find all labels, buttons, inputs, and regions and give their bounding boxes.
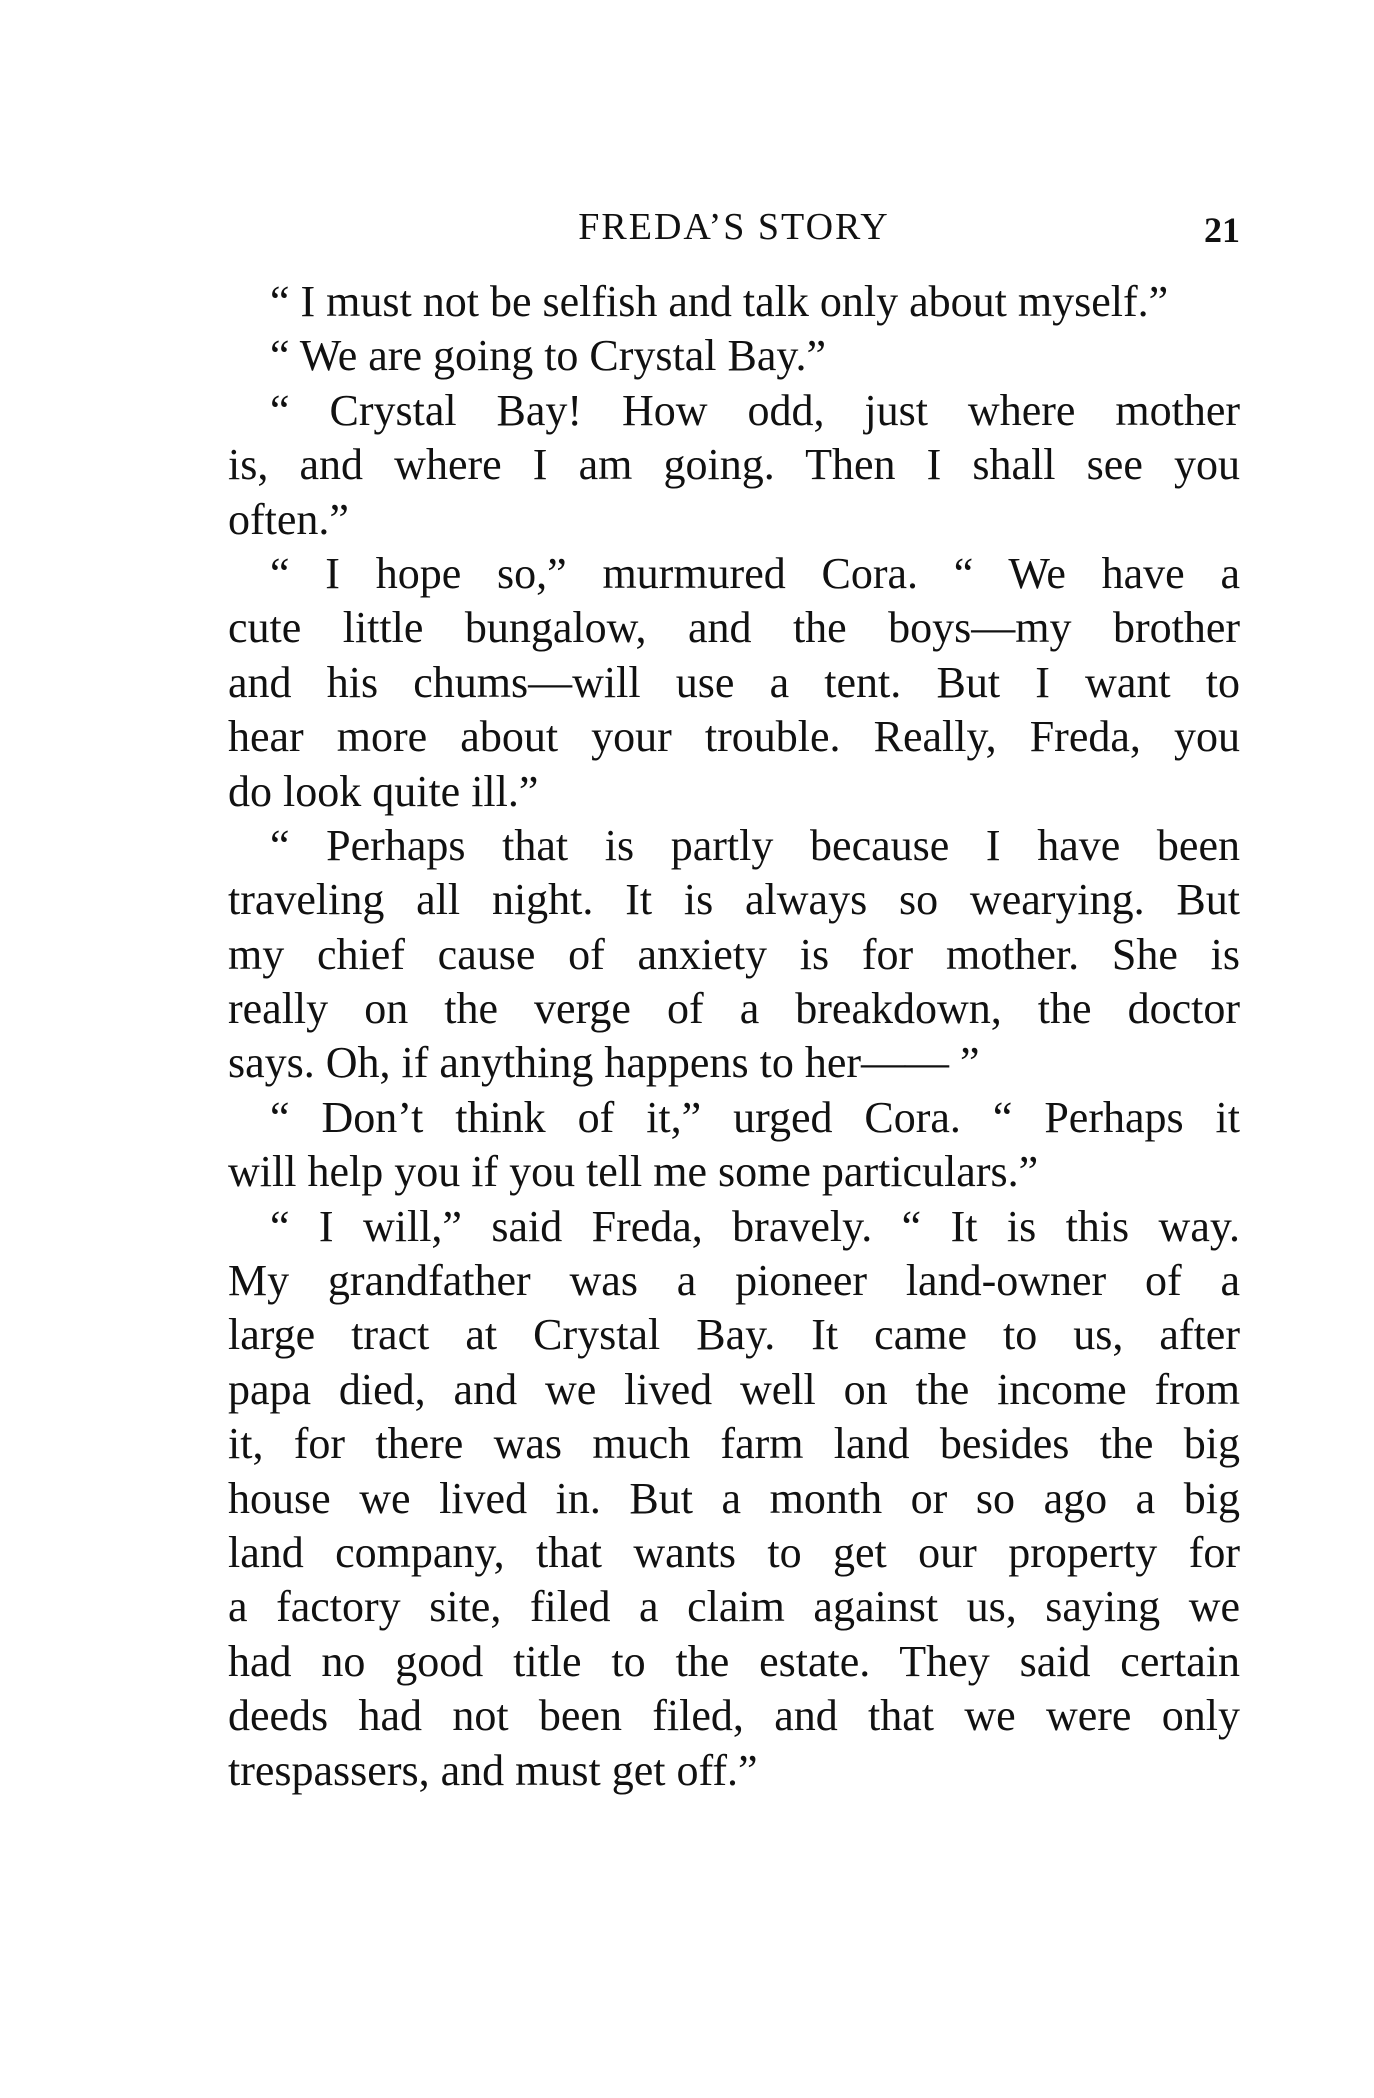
text-line: is, and where I am going. Then I shall see you	[228, 440, 1240, 490]
text-line: “ Crystal Bay! How odd, just where mother	[270, 385, 1240, 435]
text-line: and his chums—will use a tent. But I want to	[228, 657, 1240, 707]
text-line: my chief cause of anxiety is for mother. She is	[228, 929, 1240, 979]
text-line: “ We are going to Crystal Bay.”	[270, 331, 827, 381]
text-line: will help you if you tell me some particulars.”	[228, 1147, 1039, 1197]
text-line: had no good title to the estate. They said certain	[228, 1636, 1240, 1686]
text-line: deeds had not been filed, and that we were only	[228, 1691, 1240, 1741]
text-line: hear more about your trouble. Really, Freda, you	[228, 712, 1240, 762]
text-line: “ I hope so,” murmured Cora. “ We have a	[270, 548, 1240, 598]
text-line: cute little bungalow, and the boys—my brother	[228, 603, 1240, 653]
page-header	[228, 205, 1240, 255]
text-line: land company, that wants to get our property for	[228, 1527, 1240, 1577]
text-line: house we lived in. But a month or so ago a big	[228, 1473, 1240, 1523]
text-line: trespassers, and must get off.”	[228, 1745, 758, 1795]
text-line: it, for there was much farm land besides the big	[228, 1419, 1240, 1469]
text-line: My grandfather was a pioneer land-owner of a	[228, 1256, 1240, 1306]
running-title: FREDA’S STORY	[578, 206, 890, 248]
body-text	[228, 275, 1240, 1798]
text-line: “ I will,” said Freda, bravely. “ It is this way.	[270, 1201, 1240, 1251]
text-line: often.”	[228, 494, 349, 544]
text-line: says. Oh, if anything happens to her—— ”	[228, 1038, 980, 1088]
text-line: papa died, and we lived well on the income from	[228, 1364, 1240, 1414]
text-line: “ Don’t think of it,” urged Cora. “ Perhaps it	[270, 1092, 1240, 1142]
text-line: traveling all night. It is always so wearying. But	[228, 875, 1240, 925]
text-line: “ I must not be selfish and talk only about myself.”	[270, 277, 1169, 326]
text-line: “ Perhaps that is partly because I have been	[270, 820, 1240, 870]
text-line: a factory site, filed a claim against us, saying we	[228, 1582, 1240, 1632]
text-line: do look quite ill.”	[228, 766, 539, 816]
text-line: really on the verge of a breakdown, the doctor	[228, 984, 1240, 1034]
page-number: 21	[1204, 210, 1240, 250]
text-line: large tract at Crystal Bay. It came to us, after	[228, 1310, 1240, 1360]
